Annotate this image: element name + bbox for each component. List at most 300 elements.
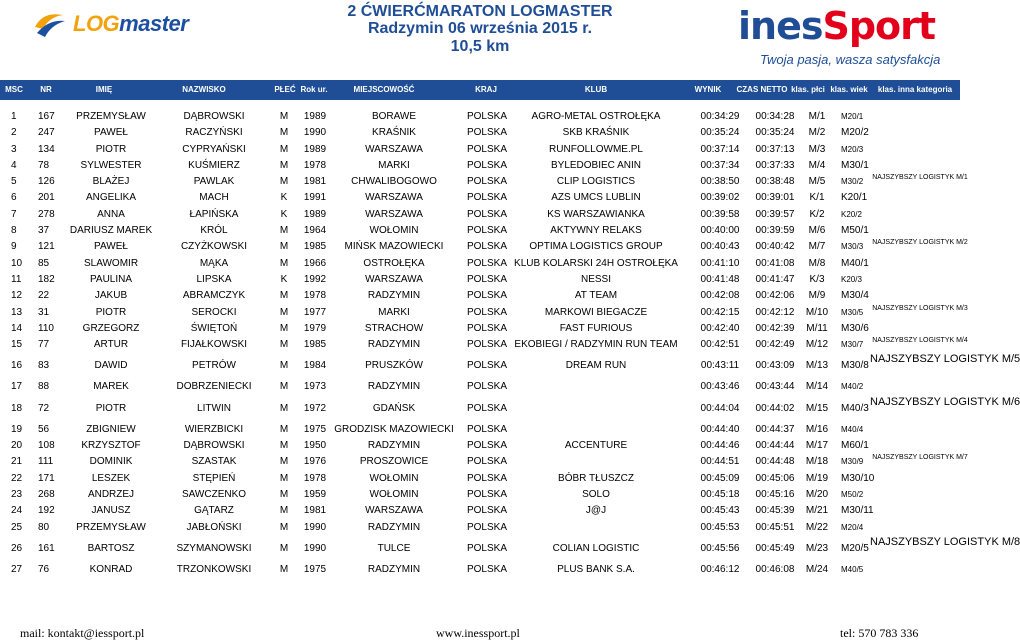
cell-nr: 31 bbox=[38, 306, 50, 318]
cell-netto: 00:39:57 bbox=[755, 208, 795, 220]
column-header: Rok ur. bbox=[300, 85, 328, 94]
footer-www: www.inessport.pl bbox=[436, 626, 520, 640]
cell-kp: M/9 bbox=[808, 290, 826, 302]
cell-wynik: 00:45:56 bbox=[700, 542, 740, 554]
cell-miejsc: MIŃSK MAZOWIECKI bbox=[344, 241, 444, 253]
cell-kw: M40/5 bbox=[841, 564, 864, 574]
table-row bbox=[0, 353, 1020, 379]
cell-msc: 17 bbox=[11, 381, 23, 393]
cell-kraj: POLSKA bbox=[466, 143, 508, 155]
cell-kraj: POLSKA bbox=[466, 423, 508, 435]
cell-kraj: POLSKA bbox=[466, 192, 508, 204]
cell-plec: M bbox=[279, 505, 289, 517]
table-row bbox=[0, 207, 880, 223]
cell-miejsc: WOŁOMIN bbox=[369, 472, 419, 484]
cell-netto: 00:42:06 bbox=[755, 290, 795, 302]
cell-nr: 278 bbox=[38, 208, 55, 220]
cell-msc: 24 bbox=[11, 505, 23, 517]
cell-klub: ACCENTURE bbox=[564, 440, 628, 452]
cell-nazwisko: ŁAPIŃSKA bbox=[189, 208, 239, 220]
cell-nazwisko: KUŚMIERZ bbox=[188, 159, 240, 171]
cell-nr: 77 bbox=[38, 339, 50, 351]
cell-kw: K20/3 bbox=[841, 274, 862, 284]
cell-klub: DREAM RUN bbox=[565, 360, 627, 372]
cell-kraj: POLSKA bbox=[466, 440, 508, 452]
cell-kp: K/1 bbox=[809, 192, 825, 204]
cell-kraj: POLSKA bbox=[466, 225, 508, 237]
cell-kw: M20/1 bbox=[841, 112, 864, 121]
table-row bbox=[0, 109, 880, 125]
table-row bbox=[0, 272, 880, 288]
cell-rok: 1976 bbox=[303, 456, 327, 468]
cell-imie: PRZEMYSŁAW bbox=[76, 521, 146, 533]
cell-netto: 00:35:24 bbox=[755, 127, 795, 139]
cell-klub: RUNFOLLOWME.PL bbox=[549, 143, 643, 155]
cell-kraj: POLSKA bbox=[466, 505, 508, 517]
cell-netto: 00:41:08 bbox=[755, 257, 795, 269]
cell-netto: 00:42:49 bbox=[755, 339, 795, 351]
cell-rok: 1950 bbox=[303, 440, 327, 452]
cell-rok: 1978 bbox=[303, 290, 327, 302]
cell-nazwisko: CYPRYAŃSKI bbox=[182, 143, 246, 155]
table-row bbox=[0, 125, 880, 141]
cell-msc: 20 bbox=[11, 440, 23, 452]
cell-nr: 134 bbox=[38, 143, 55, 155]
cell-plec: M bbox=[279, 143, 289, 155]
table-row bbox=[0, 304, 968, 321]
cell-nazwisko: SAWCZENKO bbox=[181, 488, 247, 500]
column-header: PŁEĆ bbox=[274, 85, 296, 94]
cell-imie: BARTOSZ bbox=[87, 542, 135, 554]
cell-rok: 1973 bbox=[303, 381, 327, 393]
cell-kraj: POLSKA bbox=[466, 521, 508, 533]
table-header bbox=[0, 80, 960, 100]
cell-kraj: POLSKA bbox=[466, 402, 508, 414]
cell-kw: M50/1 bbox=[841, 225, 869, 237]
cell-kp: M/20 bbox=[805, 488, 829, 500]
cell-kraj: POLSKA bbox=[466, 159, 508, 171]
cell-kp: M/5 bbox=[808, 176, 826, 188]
cell-rok: 1978 bbox=[303, 472, 327, 484]
cell-wynik: 00:44:51 bbox=[700, 456, 740, 468]
cell-wynik: 00:42:51 bbox=[700, 339, 740, 351]
cell-netto: 00:44:37 bbox=[755, 423, 795, 435]
column-header: MIEJSCOWOŚĆ bbox=[353, 85, 415, 94]
cell-nr: 182 bbox=[38, 273, 55, 285]
cell-miejsc: KRAŚNIK bbox=[372, 127, 416, 139]
cell-nazwisko: WIERZBICKI bbox=[184, 423, 244, 435]
brand-right: Sport bbox=[822, 4, 936, 48]
cell-msc: 6 bbox=[11, 192, 17, 204]
cell-plec: M bbox=[279, 127, 289, 139]
table-row bbox=[0, 535, 1020, 562]
table-row bbox=[0, 190, 880, 206]
cell-kraj: POLSKA bbox=[466, 290, 508, 302]
cell-wynik: 00:38:50 bbox=[700, 176, 740, 188]
cell-nr: 72 bbox=[38, 402, 50, 414]
cell-plec: M bbox=[279, 440, 289, 452]
cell-wynik: 00:43:46 bbox=[700, 381, 740, 393]
cell-nr: 83 bbox=[38, 360, 50, 372]
cell-wynik: 00:37:34 bbox=[700, 159, 740, 171]
cell-netto: 00:42:12 bbox=[755, 306, 795, 318]
cell-netto: 00:45:51 bbox=[755, 521, 795, 533]
cell-wynik: 00:42:15 bbox=[700, 306, 740, 318]
column-header: NAZWISKO bbox=[182, 85, 226, 94]
cell-netto: 00:43:44 bbox=[755, 381, 795, 393]
cell-msc: 13 bbox=[11, 306, 23, 318]
table-row bbox=[0, 321, 880, 337]
cell-plec: M bbox=[279, 241, 289, 253]
cell-kraj: POLSKA bbox=[466, 257, 508, 269]
cell-msc: 12 bbox=[11, 290, 23, 302]
cell-plec: M bbox=[279, 488, 289, 500]
cell-kraj: POLSKA bbox=[466, 339, 508, 351]
cell-msc: 7 bbox=[11, 208, 17, 220]
cell-nr: 88 bbox=[38, 381, 50, 393]
cell-kp: M/15 bbox=[805, 402, 829, 414]
column-header: KRAJ bbox=[475, 85, 497, 94]
cell-kraj: POLSKA bbox=[466, 208, 508, 220]
cell-imie: PAWEŁ bbox=[94, 127, 128, 139]
cell-nr: 111 bbox=[38, 456, 54, 468]
event-title bbox=[300, 3, 660, 57]
cell-kw: M40/4 bbox=[841, 424, 864, 434]
cell-wynik: 00:44:46 bbox=[700, 440, 740, 452]
cell-wynik: 00:41:10 bbox=[700, 257, 740, 269]
cell-kw: M20/4 bbox=[841, 522, 864, 532]
cell-plec: M bbox=[279, 472, 289, 484]
cell-klub: AGRO-METAL OSTROŁĘKA bbox=[531, 111, 661, 122]
cell-netto: 00:43:09 bbox=[755, 360, 795, 372]
cell-klub: BYLEDOBIEC ANIN bbox=[550, 159, 642, 171]
cell-netto: 00:44:48 bbox=[755, 456, 795, 468]
cell-plec: M bbox=[279, 339, 289, 351]
cell-msc: 19 bbox=[11, 423, 23, 435]
cell-plec: M bbox=[279, 456, 289, 468]
footer-mail: mail: kontakt@iessport.pl bbox=[20, 626, 145, 640]
cell-kw: K20/2 bbox=[841, 209, 862, 219]
cell-nr: 78 bbox=[38, 159, 50, 171]
cell-nr: 22 bbox=[38, 290, 50, 302]
cell-rok: 1977 bbox=[303, 306, 327, 318]
cell-nr: 80 bbox=[38, 521, 50, 533]
cell-imie: BLAŻEJ bbox=[92, 176, 130, 188]
table-row bbox=[0, 520, 880, 536]
cell-netto: 00:38:48 bbox=[755, 176, 795, 188]
table-row bbox=[0, 422, 880, 438]
cell-plec: M bbox=[279, 542, 289, 554]
cell-imie: ANDRZEJ bbox=[87, 488, 135, 500]
cell-wynik: 00:43:11 bbox=[700, 360, 740, 372]
cell-klub: OPTIMA LOGISTICS GROUP bbox=[529, 241, 663, 253]
cell-kraj: POLSKA bbox=[466, 456, 508, 468]
cell-msc: 18 bbox=[11, 402, 23, 414]
cell-kp: M/21 bbox=[805, 505, 829, 517]
cell-nazwisko: PAWLAK bbox=[193, 176, 235, 188]
cell-nr: 192 bbox=[38, 505, 55, 517]
cell-miejsc: GRODZISK MAZOWIECKI bbox=[334, 423, 454, 435]
cell-netto: 00:44:02 bbox=[755, 402, 795, 414]
title-line-3: 10,5 km bbox=[450, 38, 510, 55]
cell-nr: 76 bbox=[38, 563, 50, 575]
cell-msc: 3 bbox=[11, 143, 17, 155]
cell-klub: MARKOWI BIEGACZE bbox=[544, 306, 648, 318]
footer-tel: tel: 570 783 336 bbox=[840, 626, 919, 640]
cell-kraj: POLSKA bbox=[466, 241, 508, 253]
cell-kat: NAJSZYBSZY LOGISTYK M/3 bbox=[872, 304, 968, 312]
cell-nazwisko: KRÓL bbox=[200, 225, 228, 237]
cell-nr: 85 bbox=[38, 257, 50, 269]
cell-rok: 1990 bbox=[303, 127, 327, 139]
cell-imie: DAWID bbox=[94, 360, 128, 372]
cell-plec: M bbox=[279, 176, 289, 188]
cell-miejsc: RADZYMIN bbox=[367, 563, 421, 575]
cell-imie: SLAWOMIR bbox=[83, 257, 139, 269]
cell-wynik: 00:34:29 bbox=[700, 111, 740, 122]
results-table bbox=[0, 109, 1020, 578]
cell-kat: NAJSZYBSZY LOGISTYK M/1 bbox=[872, 174, 968, 182]
cell-msc: 8 bbox=[11, 225, 17, 237]
table-row bbox=[0, 454, 968, 470]
cell-miejsc: WARSZAWA bbox=[365, 143, 423, 155]
cell-nazwisko: MACH bbox=[199, 192, 229, 204]
cell-imie: ZBIGNIEW bbox=[86, 423, 136, 435]
table-row bbox=[0, 256, 880, 272]
cell-kraj: POLSKA bbox=[466, 306, 508, 318]
cell-nazwisko: PETRÓW bbox=[192, 360, 236, 372]
column-header: IMIĘ bbox=[95, 85, 113, 94]
cell-msc: 27 bbox=[11, 563, 23, 575]
cell-kp: M/22 bbox=[805, 521, 829, 533]
cell-plec: M bbox=[279, 360, 289, 372]
cell-plec: M bbox=[279, 563, 289, 575]
cell-netto: 00:40:42 bbox=[755, 241, 795, 253]
cell-wynik: 00:37:14 bbox=[700, 143, 740, 155]
cell-imie: KONRAD bbox=[89, 563, 133, 575]
cell-netto: 00:44:44 bbox=[755, 440, 795, 452]
brand-tagline: Twoja pasja, wasza satysfakcja bbox=[760, 52, 941, 67]
cell-kp: M/8 bbox=[808, 257, 826, 269]
cell-plec: K bbox=[280, 192, 288, 204]
cell-wynik: 00:39:58 bbox=[700, 208, 740, 220]
cell-klub: CLIP LOGISTICS bbox=[556, 176, 636, 188]
cell-rok: 1966 bbox=[303, 257, 327, 269]
cell-plec: M bbox=[279, 257, 289, 269]
column-header: CZAS NETTO bbox=[736, 85, 788, 94]
cell-kp: K/2 bbox=[809, 208, 825, 220]
cell-plec: K bbox=[280, 208, 288, 220]
cell-miejsc: RADZYMIN bbox=[367, 290, 421, 302]
cell-imie: ARTUR bbox=[93, 339, 129, 351]
cell-nr: 110 bbox=[38, 322, 54, 334]
cell-msc: 21 bbox=[11, 456, 23, 468]
cell-nazwisko: FIJAŁKOWSKI bbox=[180, 339, 248, 351]
cell-miejsc: RADZYMIN bbox=[367, 381, 421, 393]
cell-klub: KLUB KOLARSKI 24H OSTROŁĘKA bbox=[514, 257, 678, 269]
cell-klub: PLUS BANK S.A. bbox=[557, 563, 635, 575]
cell-kp: M/24 bbox=[805, 563, 829, 575]
page-header bbox=[0, 0, 960, 80]
cell-rok: 1991 bbox=[303, 192, 327, 204]
cell-wynik: 00:39:02 bbox=[700, 192, 740, 204]
column-header: NR bbox=[40, 85, 52, 94]
cell-kraj: POLSKA bbox=[466, 322, 508, 334]
cell-netto: 00:37:33 bbox=[755, 159, 795, 171]
cell-rok: 1990 bbox=[303, 521, 327, 533]
cell-kw: M40/1 bbox=[841, 257, 869, 269]
cell-kw: M20/2 bbox=[841, 127, 869, 139]
cell-plec: M bbox=[279, 521, 289, 533]
cell-rok: 1979 bbox=[303, 322, 327, 334]
column-header: KLUB bbox=[584, 85, 608, 94]
cell-rok: 1972 bbox=[303, 402, 327, 414]
cell-kraj: POLSKA bbox=[466, 381, 508, 393]
cell-rok: 1964 bbox=[303, 225, 327, 237]
cell-nazwisko: RACZYŃSKI bbox=[185, 127, 243, 139]
cell-miejsc: CHWALIBOGOWO bbox=[351, 176, 437, 188]
cell-kp: M/10 bbox=[805, 306, 829, 318]
cell-msc: 22 bbox=[11, 472, 23, 484]
cell-nr: 167 bbox=[38, 111, 55, 122]
cell-kat: NAJSZYBSZY LOGISTYK M/4 bbox=[872, 337, 968, 345]
logmaster-swirl-icon bbox=[33, 9, 67, 39]
cell-klub: NESSI bbox=[580, 273, 612, 285]
cell-nr: 201 bbox=[38, 192, 55, 204]
cell-kat: NAJSZYBSZY LOGISTYK M/6 bbox=[870, 395, 1020, 408]
cell-msc: 23 bbox=[11, 488, 23, 500]
cell-plec: M bbox=[279, 159, 289, 171]
cell-imie: PAULINA bbox=[89, 273, 133, 285]
table-row bbox=[0, 562, 880, 578]
cell-klub: COLIAN LOGISTIC bbox=[552, 542, 640, 554]
cell-plec: M bbox=[279, 225, 289, 237]
cell-nazwisko: CZYŻKOWSKI bbox=[180, 241, 248, 253]
table-row bbox=[0, 288, 880, 304]
cell-nr: 121 bbox=[38, 241, 55, 253]
cell-netto: 00:46:08 bbox=[755, 563, 795, 575]
cell-kraj: POLSKA bbox=[466, 360, 508, 372]
cell-wynik: 00:35:24 bbox=[700, 127, 740, 139]
cell-netto: 00:39:01 bbox=[755, 192, 795, 204]
table-row bbox=[0, 487, 880, 503]
cell-wynik: 00:45:09 bbox=[700, 472, 740, 484]
cell-netto: 00:34:28 bbox=[755, 111, 795, 122]
cell-imie: KRZYSZTOF bbox=[81, 440, 141, 452]
cell-nazwisko: ABRAMCZYK bbox=[182, 290, 246, 302]
cell-kw: M20/5 bbox=[841, 542, 869, 554]
column-header: klas. wiek bbox=[830, 85, 868, 94]
cell-kraj: POLSKA bbox=[466, 542, 508, 554]
cell-imie: PIOTR bbox=[95, 402, 127, 414]
cell-nr: 108 bbox=[38, 440, 55, 452]
table-row bbox=[0, 471, 880, 487]
cell-nazwisko: DĄBROWSKI bbox=[183, 440, 245, 452]
table-row bbox=[0, 142, 880, 158]
cell-kp: M/12 bbox=[805, 339, 829, 351]
table-row bbox=[0, 174, 968, 190]
cell-wynik: 00:45:18 bbox=[700, 488, 740, 500]
cell-klub: KS WARSZAWIANKA bbox=[547, 208, 645, 220]
cell-msc: 10 bbox=[11, 257, 23, 269]
cell-kp: M/3 bbox=[808, 143, 826, 155]
cell-nazwisko: GĄTARZ bbox=[194, 505, 234, 517]
cell-imie: MAREK bbox=[93, 381, 129, 393]
cell-msc: 14 bbox=[11, 322, 23, 334]
cell-miejsc: TULCE bbox=[377, 542, 411, 554]
table-row bbox=[0, 379, 880, 395]
cell-imie: GRZEGORZ bbox=[82, 322, 140, 334]
cell-netto: 00:45:16 bbox=[755, 488, 795, 500]
cell-kw: M30/11 bbox=[841, 505, 874, 517]
inessport-logo bbox=[738, 4, 941, 74]
cell-klub: AZS UMCS LUBLIN bbox=[551, 192, 641, 204]
cell-plec: M bbox=[279, 381, 289, 393]
cell-rok: 1981 bbox=[303, 505, 327, 517]
cell-kraj: POLSKA bbox=[466, 488, 508, 500]
cell-miejsc: WOŁOMIN bbox=[369, 225, 419, 237]
cell-miejsc: WARSZAWA bbox=[365, 192, 423, 204]
cell-nazwisko: SZYMANOWSKI bbox=[176, 542, 252, 554]
cell-klub: EKOBIEGI / RADZYMIN RUN TEAM bbox=[514, 339, 678, 351]
cell-kp: M/6 bbox=[808, 225, 826, 237]
cell-miejsc: RADZYMIN bbox=[367, 440, 421, 452]
cell-rok: 1975 bbox=[303, 423, 327, 435]
cell-miejsc: MARKI bbox=[378, 306, 410, 318]
cell-kraj: POLSKA bbox=[466, 111, 508, 122]
cell-imie: ANNA bbox=[97, 208, 125, 220]
cell-klub: BÓBR TŁUSZCZ bbox=[558, 472, 634, 484]
logo-text-post: master bbox=[119, 11, 189, 36]
cell-imie: DOMINIK bbox=[89, 456, 133, 468]
cell-miejsc: MARKI bbox=[378, 159, 410, 171]
cell-klub: J@J bbox=[585, 505, 607, 517]
cell-rok: 1992 bbox=[303, 273, 327, 285]
cell-wynik: 00:40:43 bbox=[700, 241, 740, 253]
cell-kw: M30/2 bbox=[841, 177, 864, 187]
cell-nazwisko: ŚWIĘTOŃ bbox=[190, 322, 238, 334]
cell-wynik: 00:42:08 bbox=[700, 290, 740, 302]
cell-plec: M bbox=[279, 423, 289, 435]
cell-miejsc: WARSZAWA bbox=[365, 505, 423, 517]
table-row bbox=[0, 503, 880, 519]
cell-nr: 247 bbox=[38, 127, 55, 139]
cell-kw: M30/6 bbox=[841, 322, 869, 334]
cell-nr: 268 bbox=[38, 488, 55, 500]
cell-kraj: POLSKA bbox=[466, 273, 508, 285]
cell-rok: 1985 bbox=[303, 241, 327, 253]
cell-miejsc: BORAWE bbox=[371, 111, 417, 122]
cell-kw: M30/5 bbox=[841, 307, 864, 317]
cell-klub: AT TEAM bbox=[574, 290, 618, 302]
cell-kw: M20/3 bbox=[841, 144, 864, 154]
cell-plec: M bbox=[279, 322, 289, 334]
title-line-1: 2 ĆWIERĆMARATON LOGMASTER bbox=[347, 3, 613, 20]
cell-nazwisko: STĘPIEŃ bbox=[192, 472, 236, 484]
cell-nazwisko: DĄBROWSKI bbox=[183, 111, 245, 122]
cell-wynik: 00:40:00 bbox=[700, 225, 740, 237]
cell-msc: 5 bbox=[11, 176, 17, 188]
cell-imie: PIOTR bbox=[95, 143, 127, 155]
cell-nr: 171 bbox=[38, 472, 55, 484]
cell-nazwisko: TRZONKOWSKI bbox=[176, 563, 252, 575]
cell-wynik: 00:41:48 bbox=[700, 273, 740, 285]
column-header: klas. płci bbox=[791, 85, 825, 94]
cell-msc: 9 bbox=[11, 241, 17, 253]
cell-miejsc: WARSZAWA bbox=[365, 208, 423, 220]
cell-kw: M40/2 bbox=[841, 382, 864, 392]
cell-klub: FAST FURIOUS bbox=[559, 322, 633, 334]
